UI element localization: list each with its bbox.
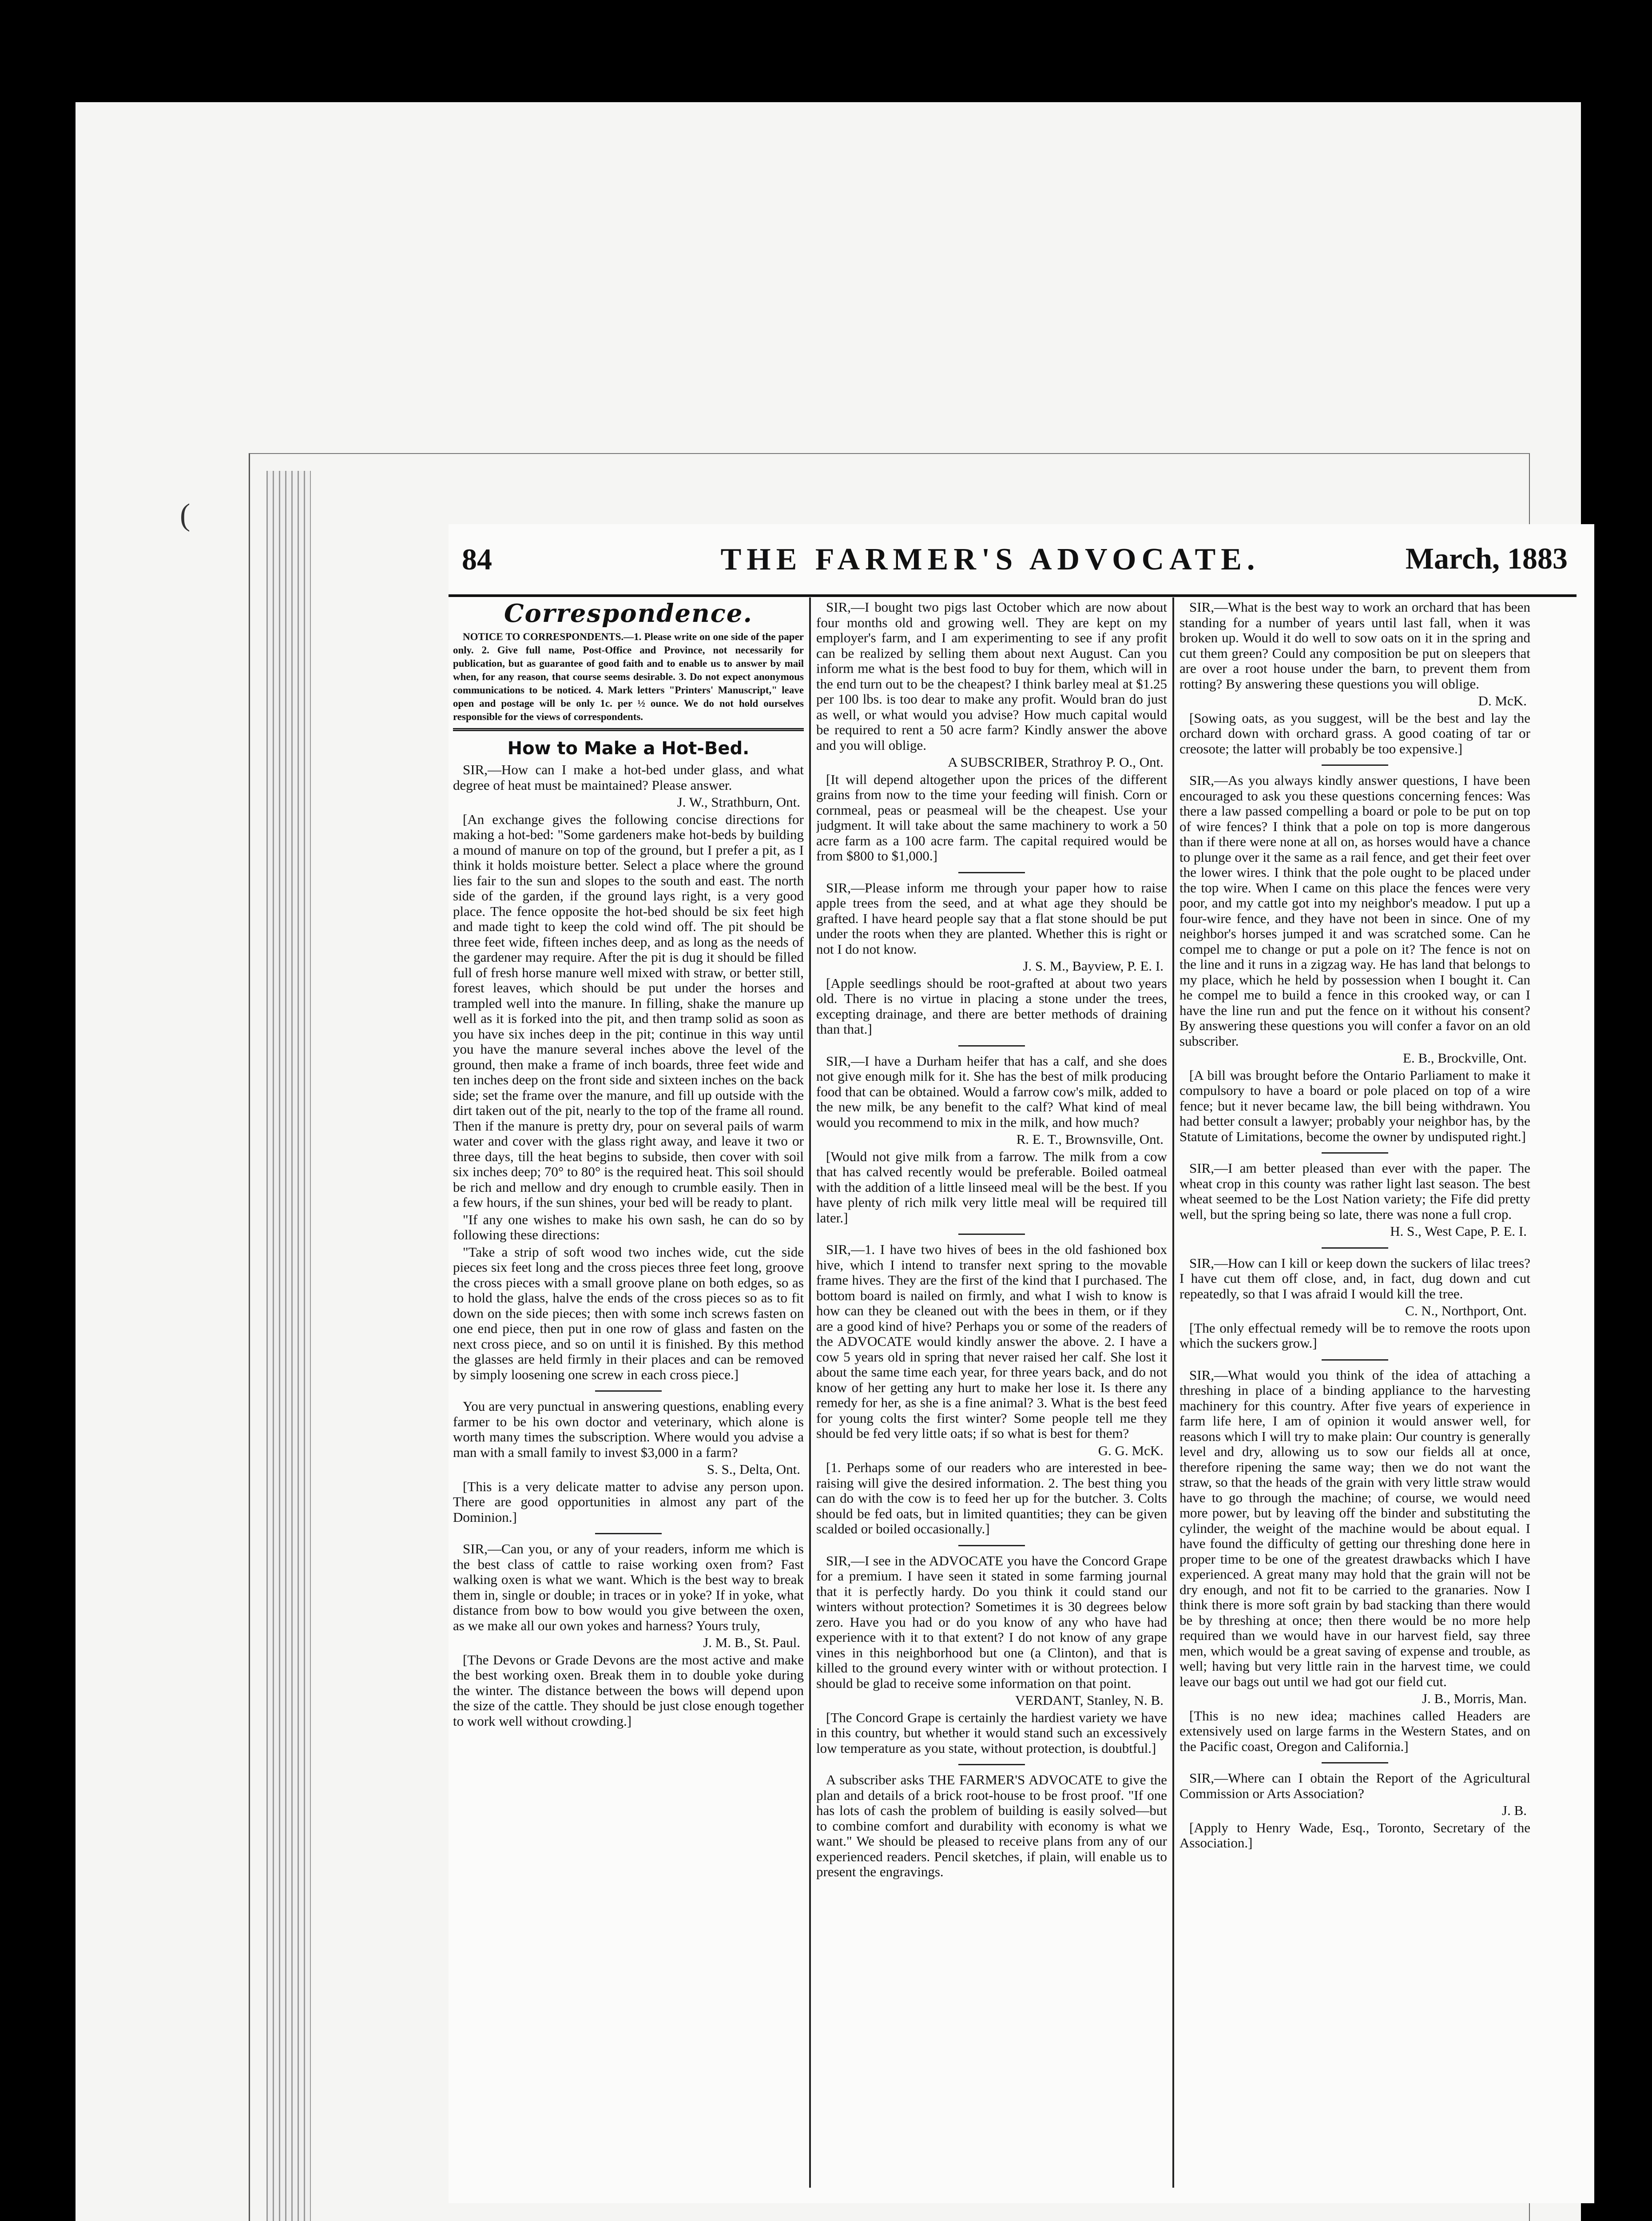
letter: SIR,—Can you, or any of your readers, inform me which is the best class of cattle to raise working oxen from? Fast walking oxen is what we want. Which is the best way to break them in, single or double; in traces or in yoke? If in yoke, what distance from bow to bow would you give between the oxen, as we make all our own yokes and harness? Yours truly, [453,1541,804,1633]
editor-reply: [Apple seedlings should be root-grafted at about two years old. There is no virtue in placing a stone under the trees, excepting drainage, and there are better methods of draining than that.] [816,975,1167,1037]
letter: SIR,—What is the best way to work an orchard that has been standing for a number of years until last fall, when it was broken up. Would it do well to sow oats on it in the spring and cut them green? Could any composition be put on sleepers that are over a root house under the barn, to prevent them from rotting? By answering these questions you will oblige. [1179,600,1530,692]
letter-signature: J. S. M., Bayview, P. E. I. [1023,958,1164,974]
separator-rule [958,1764,1025,1765]
letter-signature: H. S., West Cape, P. E. I. [1390,1223,1527,1239]
editor-reply: [An exchange gives the following concise directions for making a hot-bed: "Some gardeners make hot-beds by building a mound of manure on top of the ground, but I prefer a pit, as I think it holds moisture better. Select a place where the ground lies fair to the sun and slopes to the south and east. The north side of the garden, if the ground lays right, is a very good place. The fence opposite the hot-bed should be six feet high and made tight to keep the cold wind off. The pit should be three feet wide, fifteen inches deep, and as long as the needs of the gardener may require. After the pit is dug it should be filled full of fresh horse manure well mixed with straw, or better still, forest leaves, which should be put under the horses and trampled well into the manure. In filling, shake the manure up well as it is forked into the pit, and then tramp solid as soon as you have six inches deep in the pit; continue in this way until you have the manure several inches above the level of the ground, then make a frame of inch boards, three feet wide and ten inches deep on the front side and sixteen inches on the back side; set the frame over the manure, and fill up outside with the dirt taken out of the pit, nearly to the top of the frame all round. Then if the manure is pretty dry, pour on several pails of warm water and cover with the glass right away, and leave it two or three days, till the heat begins to subside, then cover with soil six inches deep; 70° to 80° is the required heat. This soil should be rich and mellow and dry enough to crumble easily. Then in a few hours, if the sun shines, your bed will be ready to plant. [453,811,804,1210]
editor-reply: [Sowing oats, as you suggest, will be the best and lay the orchard down with orchard grass. A good coating of tar or creosote; the latter will probably be too expensive.] [1179,710,1530,756]
newspaper-title: THE FARMER'S ADVOCATE. [720,542,1260,577]
letter: SIR,—How can I make a hot-bed under glass, and what degree of heat must be maintained? Please answer. [453,762,804,793]
separator-rule [958,1545,1025,1546]
section-heading: Correspondence. [504,600,753,628]
letter-signature: C. N., Northport, Ont. [1405,1303,1527,1318]
margin-mark: ( [180,498,191,532]
page-header [449,533,1594,595]
letter-signature: VERDANT, Stanley, N. B. [1015,1692,1164,1708]
column-rule [809,597,811,2188]
editor-reply: [The Devons or Grade Devons are the most active and make the best working oxen. Break them in to double yoke during the winter. The distance between the bows will depend upon the size of the cattle. They should be just close enough together to work well without crowding.] [453,1652,804,1729]
separator-rule [958,1234,1025,1235]
letter-signature: D. McK. [1478,693,1527,708]
issue-date: March, 1883 [1405,541,1568,575]
separator-rule [595,1533,662,1534]
separator-rule [1322,1762,1388,1763]
separator-rule [595,1390,662,1392]
letter: SIR,—I see in the ADVOCATE you have the Concord Grape for a premium. I have seen it stated in some farming journal that it is perfectly hardy. Do you think it could stand our winters without protection? Sometimes it is 30 degrees below zero. Have you had or do you know of any who have had experience with it to that extent? I do not know of any grape vines in this neighborhood but one (a Clinton), and that is killed to the ground every winter with or without protection. I should be glad to receive some information on that point. [816,1552,1167,1691]
separator-rule [1322,1152,1388,1154]
editor-reply: [The Concord Grape is certainly the hardiest variety we have in this country, but whether it would stand such an excessively low temperature as you state, without protection, is doubtful.] [816,1709,1167,1756]
letter-signature: S. S., Delta, Ont. [707,1461,800,1477]
separator-rule [1322,1247,1388,1249]
letter-signature: J. B. [1502,1803,1527,1818]
letter-signature: E. B., Brockville, Ont. [1403,1050,1527,1066]
letter: SIR,—I have a Durham heifer that has a calf, and she does not give enough milk for it. She has the best of milk producing food that can be obtained. Would a farrow cow's milk, added to the new milk, be any benefit to the calf? What kind of meal would you recommend to mix in the milk, and how much? [816,1053,1167,1130]
letter: SIR,—Where can I obtain the Report of the Agricultural Commission or Arts Association? [1179,1770,1530,1801]
editor-reply: [Would not give milk from a farrow. The milk from a cow that has calved recently would be preferable. Boiled oatmeal with the addition of a little linseed meal will be the best. If you have plenty of rich milk very little meal will be required till later.] [816,1148,1167,1226]
letter-signature: J. B., Morris, Man. [1422,1691,1527,1706]
editor-reply: "If any one wishes to make his own sash, he can do so by following these directions: [453,1211,804,1242]
editor-reply: [It will depend altogether upon the prices of the different grains from now to the time your feeding will finish. Corn or cornmeal, peas or peasmeal will be the cheapest. Use your judgment. It will take about the same machinery to work a 50 acre farm as a 100 acre farm. The capital required would be from $800 to $1,000.] [816,771,1167,864]
letter: SIR,—What would you think of the idea of attaching a threshing in place of a binding appliance to the harvesting machinery for this country. After five years of experience in farm life here, I am of opinion it would answer well, for reasons which I will try to make plain: Our country is generally level and dry, allowing us to sow our fields all at once, therefore ripening the same way; then we do not want the straw, so that the heads of the grain with very little straw would have to go through the machine; of course, we would need more power, but by leaving off the binder and substituting the cylinder, the weight of the machine would be about equal. I have found the difficulty of getting our threshing done here in proper time to be one of the greatest drawbacks which I have experienced. A great many may hold that the grain will not be dry enough, and not fit to be carried to the granaries. Now I think there is more soft grain by bad stacking than there would be by threshing at once; then there would be no more help required than we would have in our harvest field, say three men, which would be a great saving of expense and trouble, as well; having but very little rain in the harvest time, we could leave our bags out until we had got our field cut. [1179,1367,1530,1689]
column-rule [1172,597,1174,2188]
letter-signature: J. M. B., St. Paul. [703,1635,800,1650]
editor-reply: [Apply to Henry Wade, Esq., Toronto, Secretary of the Association.] [1179,1819,1530,1851]
letter: SIR,—I bought two pigs last October which are now about four months old and growing well. They are kept on my employer's farm, and I am experimenting to see if any profit can be realized by selling them about next August. Can you inform me what is the best food to buy for them, which will in the end turn out to be the cheapest? I think barley meal at $1.25 per 100 lbs. is too dear to make any profit. Would bran do just as well, or what would you advise? How much capital would be required to rent a 50 acre farm? Kindly answer the above and you will oblige. [816,600,1167,753]
header-rule [449,594,1577,597]
column-2 [816,600,1167,2188]
letter-signature: G. G. McK. [1098,1442,1164,1458]
letter-signature: R. E. T., Brownsville, Ont. [1016,1131,1164,1147]
editor-reply: "Take a strip of soft wood two inches wide, cut the side pieces six feet long and the cross pieces three feet long, groove the cross pieces with a small groove plane on both edges, so as to hold the glass, halve the ends of the cross pieces so as to fit down on the side pieces; then with some inch screws fasten on one end piece, then put in one row of glass and fasten on the next cross piece, and so on until it is finished. By this method the glasses are held firmly in their places and can be removed by simply loosening one screw in each cross piece.] [453,1244,804,1382]
separator-rule [958,1045,1025,1047]
separator-rule [1322,1359,1388,1361]
page-number: 84 [462,542,492,576]
article-heading: How to Make a Hot-Bed. [507,738,750,759]
editor-reply: [1. Perhaps some of our readers who are interested in bee-raising will give the desired information. 2. The best thing you can do with the cow is to feed her up for the butcher. 3. Colts should be fed oats, but in limited quantities; they can be given scalded or boiled occasionally.] [816,1460,1167,1536]
separator-rule [958,872,1025,873]
letter: You are very punctual in answering questions, enabling every farmer to be his own doctor and veterinary, which alone is worth many times the subscription. Where would you advise a man with a small family to invest $3,000 in a farm? [453,1398,804,1460]
column-3 [1179,600,1530,2188]
letter-signature: J. W., Strathburn, Ont. [677,794,800,810]
double-rule [453,728,804,731]
editor-reply: [The only effectual remedy will be to remove the roots upon which the suckers grow.] [1179,1320,1530,1351]
letter: SIR,—How can I kill or keep down the suckers of lilac trees? I have cut them off close, and, in fact, dug down and cut repeatedly, so that I was afraid I would kill the tree. [1179,1255,1530,1302]
letter: SIR,—Please inform me through your paper how to raise apple trees from the seed, and at what age they should be grafted. I have heard people say that a flat stone should be put under the roots when they are planted. Whether this is right or not I do not know. [816,880,1167,957]
editor-reply: [A bill was brought before the Ontario Parliament to make it compulsory to have a board or pole placed on top of a wire fence; but it never became law, the bill being withdrawn. You had better consult a lawyer; probably your neighbor has, by the Statute of Limitations, become the owner by undisputed right.] [1179,1067,1530,1144]
article-paragraph: A subscriber asks THE FARMER'S ADVOCATE to give the plan and details of a brick root-house to be frost proof. "If one has lots of cash the problem of building is easily solved—but to combine comfort and durability with economy is what we want." We should be pleased to receive plans from any of our experienced readers. Pencil sketches, if plain, will enable us to present the engravings. [816,1772,1167,1879]
column-1 [453,600,804,2188]
letter: SIR,—I am better pleased than ever with the paper. The wheat crop in this county was rather light last season. The best wheat seemed to be the Lost Nation variety; the Fife did pretty well, but the spring being so late, there was none a full crop. [1179,1160,1530,1222]
notice-to-correspondents: NOTICE TO CORRESPONDENTS.—1. Please write on one side of the paper only. 2. Give full name, Post-Office and Province, not necessarily for publication, but as guarantee of good faith and to enable us to answer by mail when, for any reason, that course seems desirable. 3. Do not expect anonymous communications to be noticed. 4. Mark letters "Printers' Manuscript," leave open and postage will be only 1c. per ½ ounce. We do not hold ourselves responsible for the views of correspondents. [453,631,804,722]
editor-reply: [This is no new idea; machines called Headers are extensively used on large farms in the Western States, and on the Pacific coast, Oregon and California.] [1179,1708,1530,1754]
letter-signature: A SUBSCRIBER, Strathroy P. O., Ont. [948,754,1164,770]
editor-reply: [This is a very delicate matter to advise any person upon. There are good opportunities in almost any part of the Dominion.] [453,1478,804,1525]
letter: SIR,—As you always kindly answer questions, I have been encouraged to ask you these questions concerning fences: Was there a law passed compelling a board or pole to be put on top of wire fences? I think that a pole on top is more dangerous than if there were none at all on, as horses would have a chance to plunge over it the same as a rail fence, and get their feet over the lower wires. I think that the pole ought to be placed under the top wire. When I came on this place the fences were very poor, and my cattle got into my neighbor's meadow. I put up a four-wire fence, and they have not been in since. One of my neighbor's horses jumped it and was scratched some. Can he compel me to change or put a pole on it? The fence is not on the line and it runs in a zigzag way. He has land that belongs to my place, which he held by possession when I bought it. Can he compel me to build a fence in this crooked way, or can I have the line run and put the fence on it without his consent? By answering these questions you will confer a favor on an old subscriber. [1179,772,1530,1049]
separator-rule [1322,764,1388,766]
book-spine [266,471,311,2221]
letter: SIR,—1. I have two hives of bees in the old fashioned box hive, which I intend to transfer next spring to the movable frame hives. They are the first of the kind that I purchased. The bottom board is nailed on firmly, and what I wish to know is how can they be cleaned out with the bees in them, or if they are a good kind of hive? Perhaps you or some of the readers of the ADVOCATE would kindly answer the above. 2. I have a cow 5 years old in spring that never raised her calf. She lost it about the same time each year, for three years back, and do not know of her getting any hurt to make her lose it. Is there any remedy for her, as she is a fine animal? 3. What is the best feed for young colts the first winter? Some people tell me they should be fed very little oats; if so what is best for them? [816,1242,1167,1441]
